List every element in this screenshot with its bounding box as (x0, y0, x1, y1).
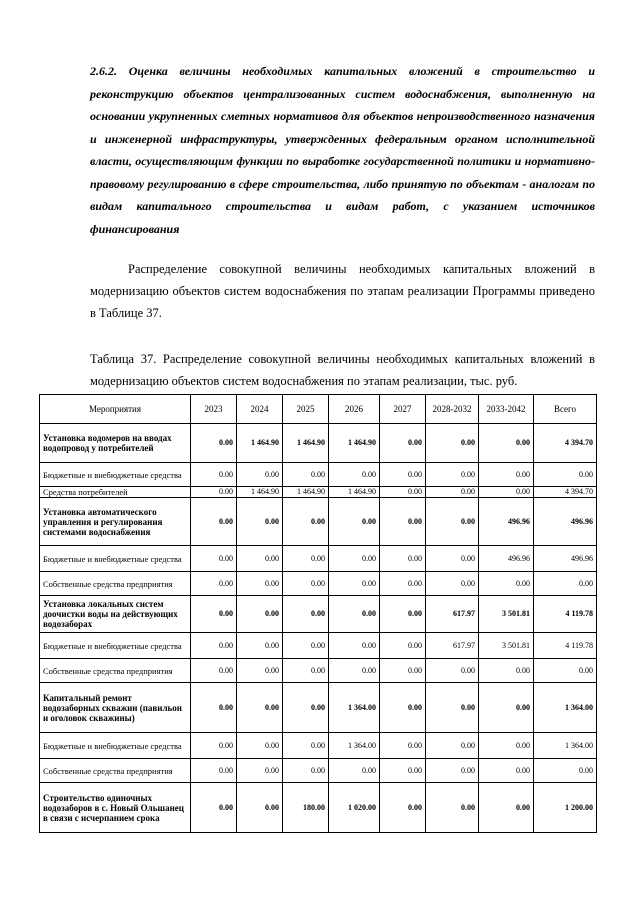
value-cell: 0.00 (283, 498, 329, 546)
value-cell: 0.00 (426, 424, 479, 463)
value-cell: 0.00 (191, 498, 237, 546)
value-cell: 0.00 (329, 498, 380, 546)
value-cell: 0.00 (380, 487, 426, 498)
value-cell: 0.00 (283, 463, 329, 487)
value-cell: 496.96 (479, 498, 534, 546)
value-cell: 1 464.90 (283, 424, 329, 463)
value-cell: 0.00 (283, 759, 329, 783)
value-cell: 0.00 (283, 733, 329, 759)
value-cell: 0.00 (237, 498, 283, 546)
table-row (40, 783, 597, 833)
value-cell: 1 464.90 (237, 424, 283, 463)
table-row (40, 487, 597, 498)
value-cell: 0.00 (426, 487, 479, 498)
value-cell: 0.00 (426, 759, 479, 783)
value-cell: 0.00 (380, 463, 426, 487)
value-cell: 0.00 (380, 498, 426, 546)
value-cell: 0.00 (237, 759, 283, 783)
value-cell: 0.00 (479, 783, 534, 833)
value-cell: 0.00 (380, 572, 426, 596)
value-cell: 0.00 (479, 733, 534, 759)
value-cell: 0.00 (479, 463, 534, 487)
value-cell: 1 364.00 (329, 733, 380, 759)
table-row (40, 633, 597, 659)
value-cell: 0.00 (426, 463, 479, 487)
table-row (40, 546, 597, 572)
col-header: 2026 (329, 395, 380, 424)
value-cell: 1 464.90 (329, 424, 380, 463)
col-header: Мероприятия (40, 395, 191, 424)
value-cell: 0.00 (283, 596, 329, 633)
value-cell: 180.00 (283, 783, 329, 833)
value-cell: 0.00 (191, 733, 237, 759)
table-row (40, 733, 597, 759)
value-cell: 1 364.00 (534, 733, 597, 759)
value-cell: 0.00 (426, 572, 479, 596)
activity-cell: Бюджетные и внебюджетные средства (40, 633, 191, 659)
value-cell: 0.00 (380, 546, 426, 572)
value-cell: 0.00 (380, 596, 426, 633)
value-cell: 0.00 (380, 759, 426, 783)
activity-cell: Бюджетные и внебюджетные средства (40, 546, 191, 572)
table-row (40, 659, 597, 683)
value-cell: 0.00 (237, 546, 283, 572)
value-cell: 0.00 (479, 659, 534, 683)
value-cell: 0.00 (329, 596, 380, 633)
value-cell: 0.00 (191, 633, 237, 659)
table-header-row (40, 395, 597, 424)
value-cell: 0.00 (283, 683, 329, 733)
value-cell: 0.00 (380, 783, 426, 833)
table-row (40, 596, 597, 633)
investment-table (39, 394, 597, 833)
col-header: 2024 (237, 395, 283, 424)
col-header: 2033-2042 (479, 395, 534, 424)
value-cell: 0.00 (283, 546, 329, 572)
table-row (40, 424, 597, 463)
value-cell: 0.00 (191, 487, 237, 498)
col-header: 2025 (283, 395, 329, 424)
table-row (40, 572, 597, 596)
value-cell: 0.00 (534, 759, 597, 783)
table-row (40, 683, 597, 733)
value-cell: 0.00 (380, 659, 426, 683)
value-cell: 0.00 (283, 659, 329, 683)
value-cell: 496.96 (479, 546, 534, 572)
table-row (40, 463, 597, 487)
value-cell: 0.00 (534, 659, 597, 683)
value-cell: 0.00 (380, 424, 426, 463)
value-cell: 0.00 (283, 633, 329, 659)
value-cell: 0.00 (191, 572, 237, 596)
value-cell: 4 394.70 (534, 424, 597, 463)
value-cell: 0.00 (479, 572, 534, 596)
value-cell: 0.00 (426, 683, 479, 733)
value-cell: 0.00 (380, 633, 426, 659)
value-cell: 0.00 (329, 463, 380, 487)
value-cell: 0.00 (237, 633, 283, 659)
col-header: 2028-2032 (426, 395, 479, 424)
activity-cell: Установка автоматического управления и регулирования системами водоснабжения (40, 498, 191, 546)
value-cell: 0.00 (191, 546, 237, 572)
value-cell: 0.00 (534, 572, 597, 596)
col-header: Всего (534, 395, 597, 424)
value-cell: 1 364.00 (329, 683, 380, 733)
value-cell: 617.97 (426, 633, 479, 659)
value-cell: 0.00 (191, 683, 237, 733)
table-row (40, 498, 597, 546)
value-cell: 0.00 (191, 463, 237, 487)
value-cell: 0.00 (380, 733, 426, 759)
value-cell: 0.00 (426, 659, 479, 683)
value-cell: 0.00 (329, 659, 380, 683)
table-caption: Таблица 37. Распределение совокупной величины необходимых капитальных вложений в модернизацию объектов систем водоснабжения по этапам реализации, тыс. руб. (90, 352, 595, 388)
value-cell: 0.00 (329, 546, 380, 572)
value-cell: 0.00 (426, 783, 479, 833)
value-cell: 4 394.70 (534, 487, 597, 498)
value-cell: 1 464.90 (329, 487, 380, 498)
value-cell: 3 501.81 (479, 596, 534, 633)
activity-cell: Бюджетные и внебюджетные средства (40, 463, 191, 487)
value-cell: 0.00 (283, 572, 329, 596)
value-cell: 0.00 (237, 733, 283, 759)
activity-cell: Собственные средства предприятия (40, 572, 191, 596)
value-cell: 0.00 (191, 424, 237, 463)
value-cell: 0.00 (329, 759, 380, 783)
intro-paragraph: Распределение совокупной величины необходимых капитальных вложений в модернизацию объектов систем водоснабжения по этапам реализации Программы приведено в Таблице 37. (90, 262, 595, 320)
value-cell: 3 501.81 (479, 633, 534, 659)
activity-cell: Строительство одиночных водозаборов в с. Новый Ольшанец в связи с исчерпанием срока (40, 783, 191, 833)
value-cell: 0.00 (191, 596, 237, 633)
value-cell: 0.00 (237, 596, 283, 633)
value-cell: 0.00 (479, 759, 534, 783)
value-cell: 0.00 (426, 733, 479, 759)
value-cell: 0.00 (237, 463, 283, 487)
value-cell: 0.00 (237, 659, 283, 683)
value-cell: 4 119.78 (534, 596, 597, 633)
value-cell: 1 364.00 (534, 683, 597, 733)
activity-cell: Установка водомеров на вводах водопровод у потребителей (40, 424, 191, 463)
value-cell: 0.00 (479, 487, 534, 498)
value-cell: 0.00 (426, 498, 479, 546)
value-cell: 1 464.90 (237, 487, 283, 498)
value-cell: 0.00 (237, 572, 283, 596)
section-heading: 2.6.2. Оценка величины необходимых капитальных вложений в строительство и реконструкцию объектов централизованных систем водоснабжения, выполненную на основании укрупненных сметных нормативов для объектов непроизводственного назначения и инженерной инфраструктуры, утвержденных федеральным органом исполнительной власти, осуществляющим функции по выработке государственной политики и нормативно-правовому регулированию в сфере строительства, либо принятую по объектам - аналогам по видам капитального строительства и видам работ, с указанием источников финансирования (90, 64, 595, 236)
activity-cell: Средства потребителей (40, 487, 191, 498)
value-cell: 0.00 (191, 783, 237, 833)
value-cell: 496.96 (534, 498, 597, 546)
value-cell: 0.00 (191, 759, 237, 783)
value-cell: 0.00 (479, 683, 534, 733)
value-cell: 0.00 (534, 463, 597, 487)
value-cell: 0.00 (479, 424, 534, 463)
value-cell: 0.00 (380, 683, 426, 733)
activity-cell: Капитальный ремонт водозаборных скважин (павильон и оголовок скважины) (40, 683, 191, 733)
value-cell: 1 464.90 (283, 487, 329, 498)
value-cell: 0.00 (237, 783, 283, 833)
value-cell: 0.00 (237, 683, 283, 733)
value-cell: 617.97 (426, 596, 479, 633)
value-cell: 4 119.78 (534, 633, 597, 659)
value-cell: 1 020.00 (329, 783, 380, 833)
col-header: 2027 (380, 395, 426, 424)
activity-cell: Собственные средства предприятия (40, 659, 191, 683)
col-header: 2023 (191, 395, 237, 424)
table-row (40, 759, 597, 783)
value-cell: 0.00 (329, 633, 380, 659)
value-cell: 0.00 (426, 546, 479, 572)
value-cell: 1 200.00 (534, 783, 597, 833)
activity-cell: Собственные средства предприятия (40, 759, 191, 783)
value-cell: 0.00 (329, 572, 380, 596)
activity-cell: Бюджетные и внебюджетные средства (40, 733, 191, 759)
activity-cell: Установка локальных систем доочистки воды на действующих водозаборах (40, 596, 191, 633)
value-cell: 0.00 (191, 659, 237, 683)
value-cell: 496.96 (534, 546, 597, 572)
